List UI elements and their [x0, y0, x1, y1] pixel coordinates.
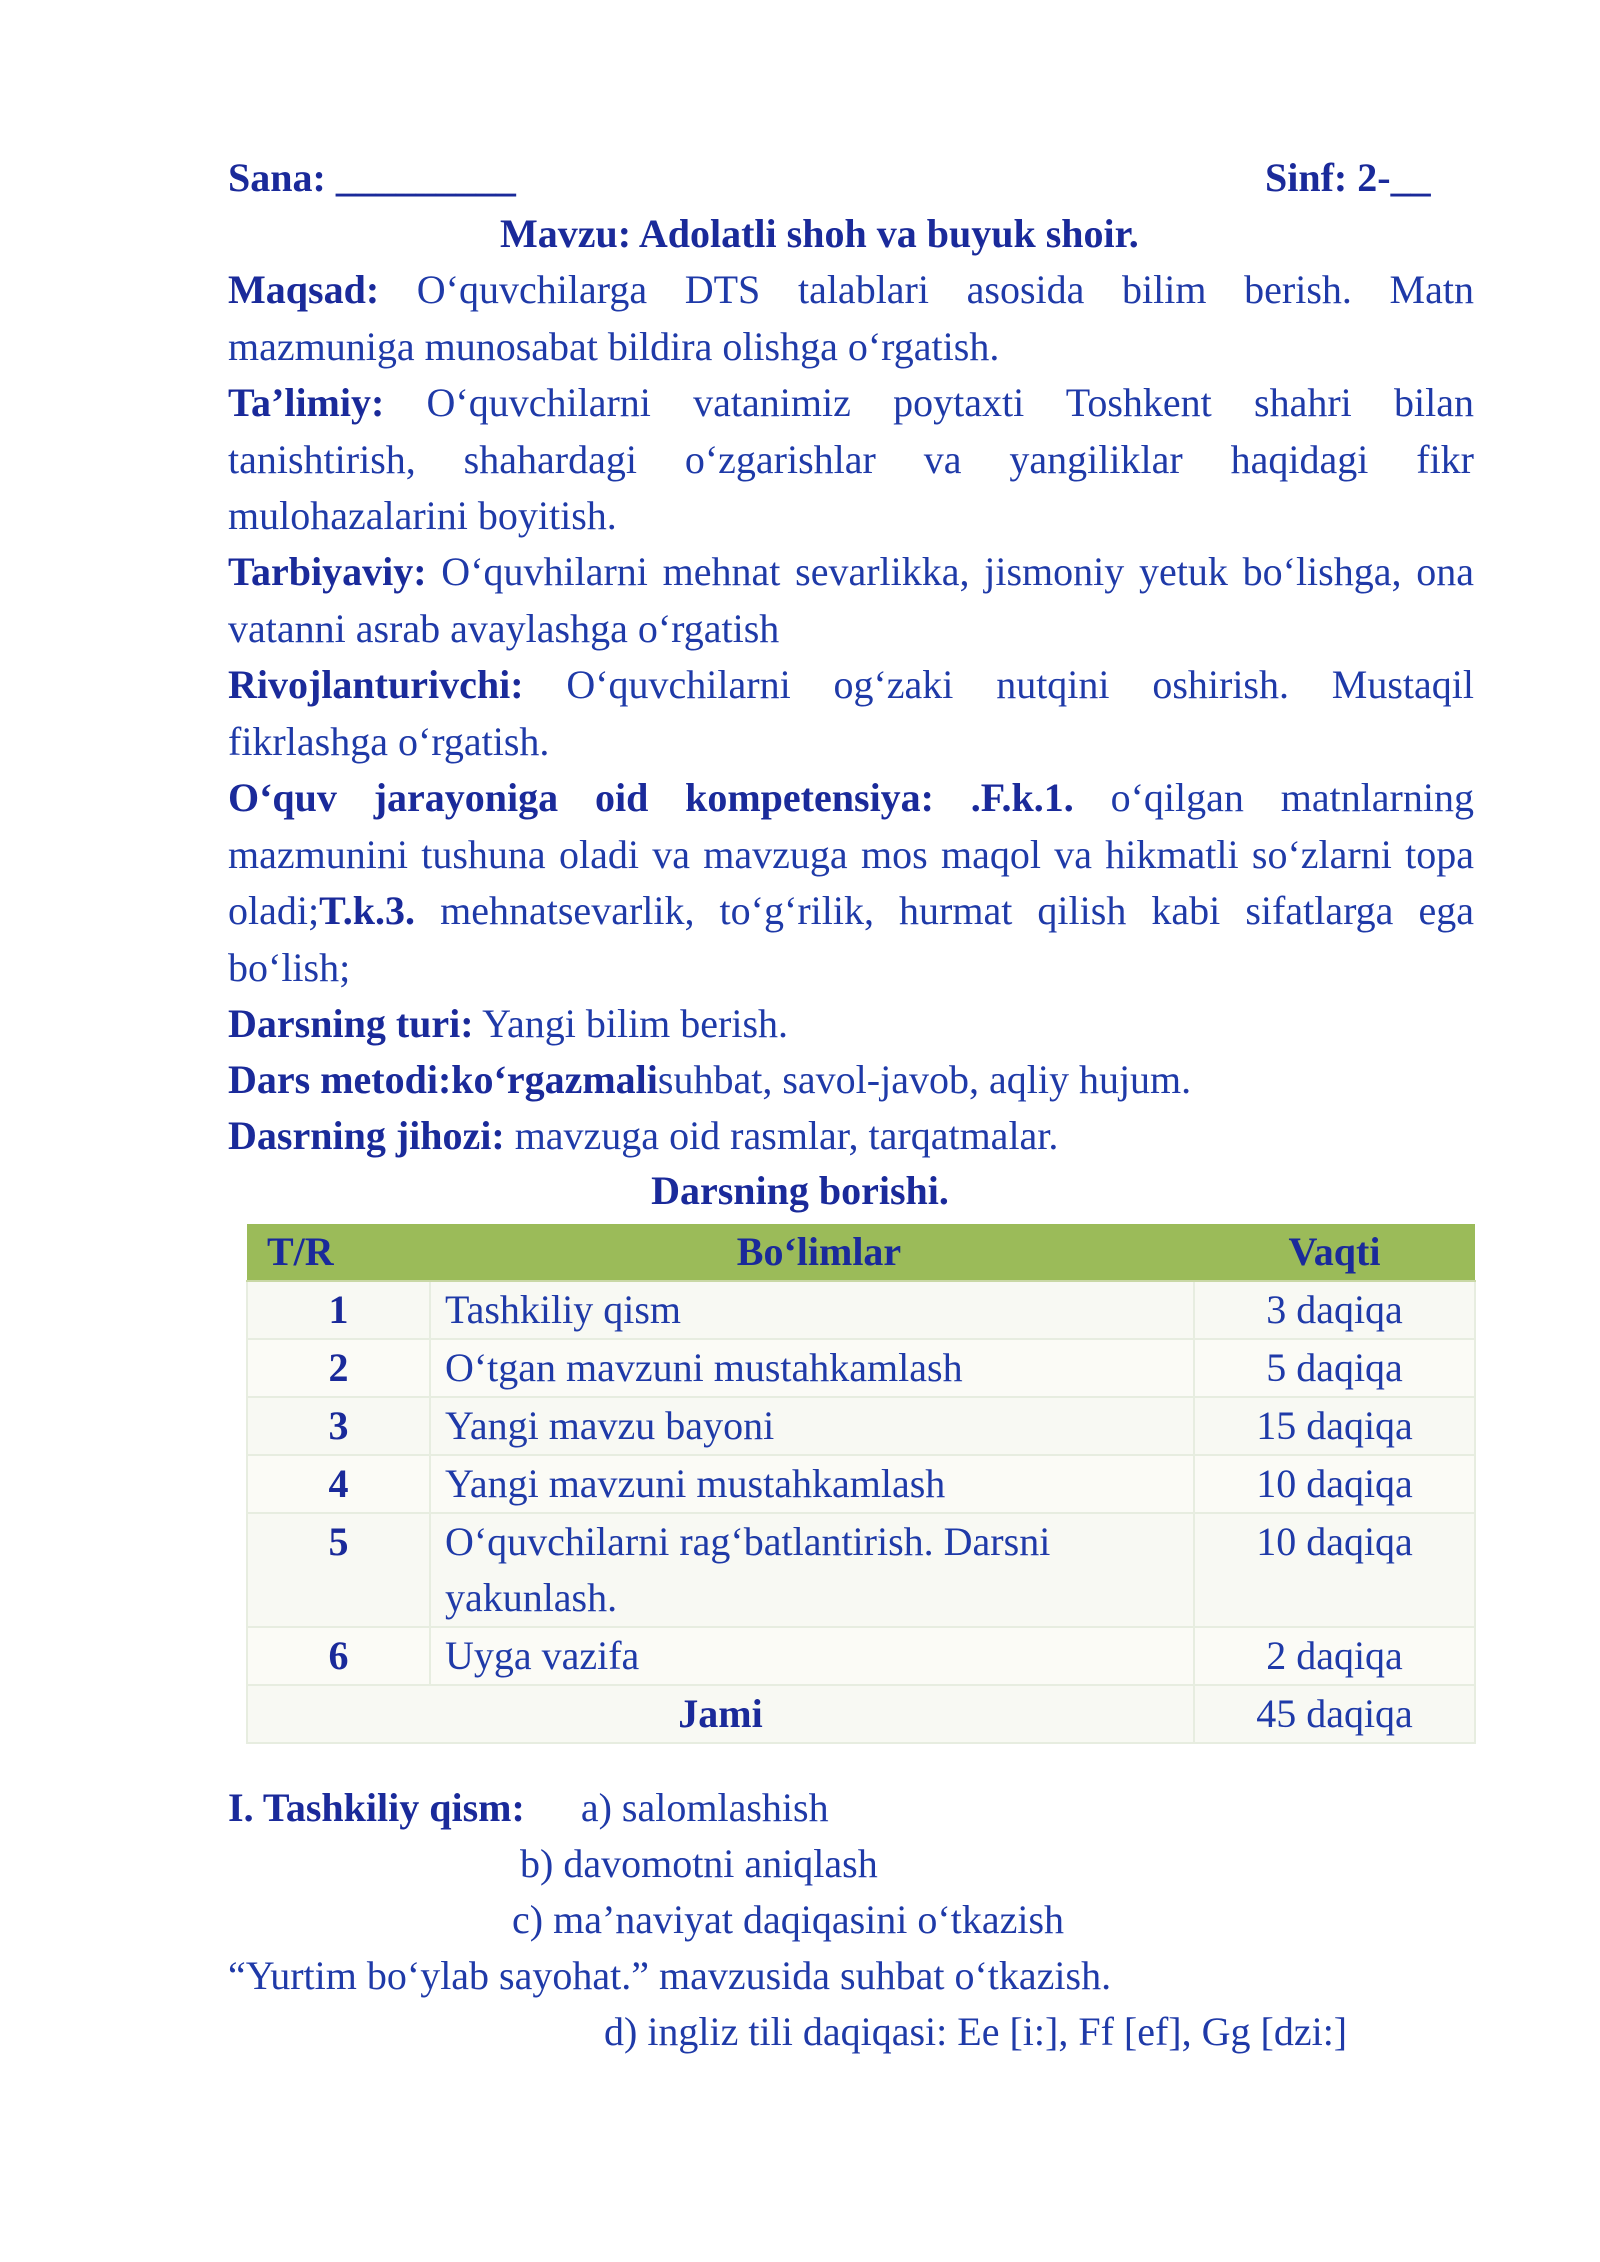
row-number: 3 [247, 1397, 430, 1455]
competency-text-1: o‘qilgan matnlarning mazmunini tushuna oladi va mavzuga mos maqol va hikmatli so‘zlarni topa oladi; [228, 775, 1474, 933]
goal-label: Maqsad: [228, 267, 380, 312]
developmental-paragraph [228, 657, 1474, 770]
header-time: Vaqti [1194, 1224, 1475, 1281]
table-total-row [247, 1685, 1475, 1743]
competency-text-2: mehnatsevarlik, to‘g‘rilik, hurmat qilish kabi sifatlarga ega bo‘lish; [228, 888, 1474, 990]
lesson-topic: Mavzu: Adolatli shoh va buyuk shoir. [500, 211, 1139, 256]
lesson-type-line [228, 996, 1474, 1053]
row-time: 10 daqiqa [1194, 1513, 1475, 1627]
table-row [247, 1339, 1475, 1397]
method-label: Dars metodi:ko‘rgazmali [228, 1057, 658, 1102]
row-section: Tashkiliy qism [430, 1281, 1194, 1339]
educational-paragraph [228, 375, 1474, 545]
english-minute-item: d) ingliz tili daqiqasi: Ee [i:], Ff [ef], Gg [dzi:] [604, 2009, 1348, 2054]
row-number: 2 [247, 1339, 430, 1397]
goal-text: O‘quvchilarga DTS talablari asosida bilim berish. Matn mazmuniga munosabat bildira olishga o‘rgatish. [228, 267, 1474, 369]
row-time: 3 daqiqa [1194, 1281, 1475, 1339]
competency-paragraph [228, 770, 1474, 996]
class-field: Sinf: 2-__ [1265, 155, 1431, 200]
educational-text: O‘quvchilarni vatanimiz poytaxti Toshkent shahri bilan tanishtirish, shahardagi o‘zgarishlar va yangiliklar haqidagi fikr mulohazalarini boyitish. [228, 380, 1474, 538]
row-time: 10 daqiqa [1194, 1455, 1475, 1513]
lesson-plan-table [246, 1224, 1476, 1744]
developmental-label: Rivojlanturivchi: [228, 662, 524, 707]
row-number: 5 [247, 1513, 430, 1627]
table-row [247, 1397, 1475, 1455]
equipment-label: Dasrning jihozi: [228, 1113, 505, 1158]
row-number: 4 [247, 1455, 430, 1513]
educational-label: Ta’limiy: [228, 380, 385, 425]
equipment-text: mavzuga oid rasmlar, tarqatmalar. [504, 1113, 1059, 1158]
total-label: Jami [247, 1685, 1194, 1743]
row-time: 5 daqiqa [1194, 1339, 1475, 1397]
total-time: 45 daqiqa [1194, 1685, 1475, 1743]
upbringing-text: O‘quvhilarni mehnat sevarlikka, jismoniy yetuk bo‘lishga, ona vatanni asrab avaylashga o‘rgatish [228, 549, 1474, 651]
equipment-line [228, 1108, 1474, 1165]
table-row [247, 1627, 1475, 1685]
table-row [247, 1455, 1475, 1513]
row-section: Yangi mavzuni mustahkamlash [430, 1455, 1194, 1513]
row-section: Uyga vazifa [430, 1627, 1194, 1685]
conversation-line: “Yurtim bo‘ylab sayohat.” mavzusida suhbat o‘tkazish. [228, 1953, 1112, 1998]
organizational-part-label: I. Tashkiliy qism: [228, 1785, 525, 1830]
developmental-text: O‘quvchilarni og‘zaki nutqini oshirish. Mustaqil fikrlashga o‘rgatish. [228, 662, 1474, 764]
method-line [228, 1052, 1474, 1109]
header-tr: T/R [247, 1224, 430, 1281]
table-row [247, 1513, 1475, 1627]
row-section: Yangi mavzu bayoni [430, 1397, 1194, 1455]
header-sections: Bo‘limlar [430, 1224, 1194, 1281]
method-text: suhbat, savol-javob, aqliy hujum. [657, 1057, 1192, 1102]
competency-label: O‘quv jarayoniga oid kompetensiya: [228, 775, 934, 820]
lesson-type-text: Yangi bilim berish. [473, 1001, 789, 1046]
competency-code-tk: T.k.3. [319, 888, 416, 933]
goal-paragraph [228, 262, 1474, 375]
lesson-type-label: Darsning turi: [228, 1001, 474, 1046]
attendance-item: b) davomotni aniqlash [520, 1841, 878, 1886]
upbringing-label: Tarbiyaviy: [228, 549, 427, 594]
row-number: 6 [247, 1627, 430, 1685]
row-section: O‘quvchilarni rag‘batlantirish. Darsni yakunlash. [430, 1513, 1194, 1627]
greeting-item: a) salomlashish [580, 1785, 829, 1830]
row-time: 2 daqiqa [1194, 1627, 1475, 1685]
table-row [247, 1281, 1475, 1339]
spiritual-minute-item: c) ma’naviyat daqiqasini o‘tkazish [512, 1897, 1065, 1942]
upbringing-paragraph [228, 544, 1474, 657]
row-time: 15 daqiqa [1194, 1397, 1475, 1455]
table-header-row [247, 1224, 1475, 1281]
organizational-part-line [228, 1780, 829, 1836]
row-number: 1 [247, 1281, 430, 1339]
lesson-progress-title: Darsning borishi. [651, 1168, 949, 1213]
date-field: Sana: _________ [228, 155, 516, 200]
row-section: O‘tgan mavzuni mustahkamlash [430, 1339, 1194, 1397]
competency-code-fk: .F.k.1. [934, 775, 1074, 820]
